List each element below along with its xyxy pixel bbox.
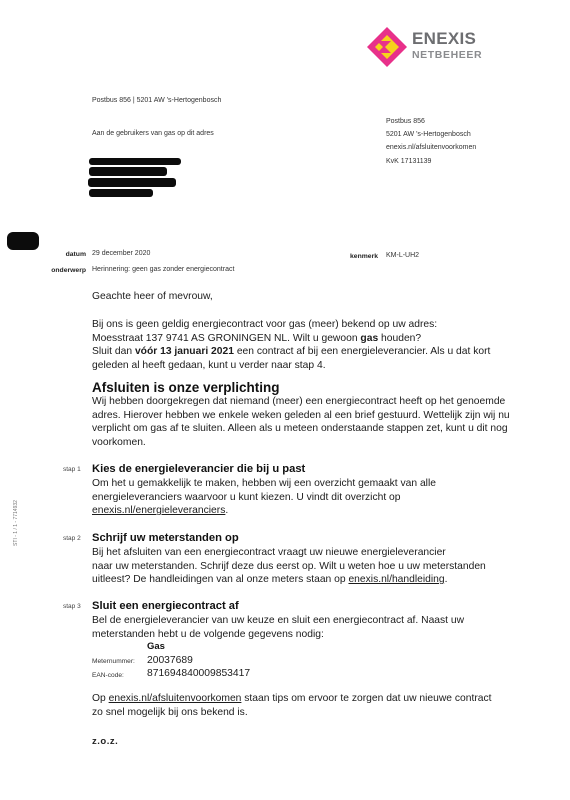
ean-value: 871694840009853417 — [147, 668, 251, 679]
intro-line: Moesstraat 137 9741 AS GRONINGEN NL. Wilt u gewoon gas houden? — [92, 332, 422, 344]
step3-paragraph — [92, 614, 532, 641]
enexis-logo-mark-icon — [365, 25, 409, 69]
section-heading: Afsluiten is onze verplichting — [92, 380, 280, 395]
kenmerk-value: KM-L-UH2 — [386, 252, 420, 259]
meter-label: Meternummer: — [92, 658, 135, 665]
step3-line: meterstanden hebt u de volgende gegevens nodig: — [92, 628, 324, 640]
meter-value: 20037689 — [147, 655, 193, 666]
zoz-note: z.o.z. — [92, 736, 119, 747]
step2-link[interactable]: enexis.nl/handleiding — [348, 574, 445, 586]
intro-paragraph — [92, 318, 532, 372]
onderwerp-label: onderwerp — [51, 267, 86, 274]
logo-line2: NETBEHEER — [412, 49, 483, 61]
datum-value: 29 december 2020 — [92, 250, 151, 257]
redacted-address-line — [89, 167, 167, 176]
section-line: Wij hebben doorgekregen dat niemand (meer) een energiecontract heeft op het genoemde — [92, 396, 506, 407]
redacted-mark — [7, 232, 39, 250]
intro-deadline-bold: vóór 13 januari 2021 — [134, 346, 234, 358]
company-line: KvK 17131139 — [386, 157, 432, 165]
closing-line: Op enexis.nl/afsluitenvoorkomen staan tips om ervoor te zorgen dat uw nieuwe contract — [92, 693, 492, 704]
step1-link[interactable]: enexis.nl/energieleveranciers — [92, 505, 226, 517]
step2-line: naar uw meterstanden. Schrijf deze dus eerst op. Wilt u weten hoe u uw meterstanden — [92, 560, 486, 572]
step1-line: Om het u gemakkelijk te maken, hebben wij een overzicht gemaakt van alle — [92, 478, 436, 489]
company-block — [386, 115, 476, 168]
redacted-address-line — [88, 178, 176, 187]
closing-paragraph — [92, 692, 542, 719]
step2-line: Bij het afsluiten van een energiecontract vraagt uw nieuwe energieleverancier — [92, 547, 446, 558]
margin-code: STI - 1 / 1 - 7714932 — [13, 500, 19, 546]
step3-heading: Sluit een energiecontract af — [92, 600, 239, 612]
step3-line: Bel de energieleverancier van uw keuze en sluit een energiecontract af. Naast uw — [92, 615, 465, 626]
gas-header: Gas — [147, 641, 165, 652]
redacted-address-line — [89, 189, 153, 197]
section-line: verplicht om gas af te sluiten. Alleen als u meteen onderstaande stappen zet, kunt u dit nog — [92, 423, 508, 435]
step2-label: stap 2 — [63, 535, 81, 542]
datum-label: datum — [65, 251, 86, 258]
step1-line: enexis.nl/energieleveranciers. — [92, 505, 229, 517]
intro-line: Sluit dan vóór 13 januari 2021 een contract af bij een energieleverancier. Als u dat kort — [92, 346, 491, 358]
intro-line: Bij ons is geen geldig energiecontract voor gas (meer) bekend op uw adres: — [92, 319, 438, 330]
step2-heading: Schrijf uw meterstanden op — [92, 532, 239, 544]
addressee: Aan de gebruikers van gas op dit adres — [92, 130, 214, 137]
closing-link[interactable]: enexis.nl/afsluitenvoorkomen — [108, 693, 242, 704]
company-line: 5201 AW 's-Hertogenbosch — [386, 131, 471, 139]
step3-label: stap 3 — [63, 603, 81, 610]
kenmerk-label: kenmerk — [350, 253, 378, 260]
step1-heading: Kies de energieleverancier die bij u past — [92, 463, 306, 475]
step1-paragraph — [92, 477, 532, 518]
closing-line: zo snel mogelijk bij ons bekend is. — [92, 706, 248, 718]
step2-paragraph — [92, 546, 542, 587]
company-line: Postbus 856 — [386, 118, 425, 125]
step1-label: stap 1 — [63, 466, 81, 473]
redacted-address-line — [89, 158, 181, 165]
onderwerp-value: Herinnering: geen gas zonder energiecontract — [92, 266, 235, 273]
company-line: enexis.nl/afsluitenvoorkomen — [386, 144, 477, 152]
step1-line: energieleveranciers waarvoor u kunt kiezen. U vindt dit overzicht op — [92, 491, 401, 503]
section-line: voorkomen. — [92, 436, 146, 448]
section-line: adres. Hierover hebben we enkele weken geleden al een brief gestuurd. Wettelijk zijn wij nu — [92, 409, 510, 421]
step2-line: uitleest? De handleidingen van al onze meters staan op enexis.nl/handleiding. — [92, 574, 448, 586]
sender-return-address: Postbus 856 | 5201 AW 's-Hertogenbosch — [92, 97, 222, 104]
greeting: Geachte heer of mevrouw, — [92, 291, 213, 302]
logo-line1: ENEXIS — [412, 29, 477, 48]
intro-gas-bold: gas — [360, 332, 379, 344]
ean-label: EAN-code: — [92, 672, 124, 679]
section-paragraph — [92, 395, 552, 449]
enexis-logo — [365, 25, 505, 69]
intro-line: geleden al heeft gedaan, kunt u verder naar stap 4. — [92, 359, 326, 371]
